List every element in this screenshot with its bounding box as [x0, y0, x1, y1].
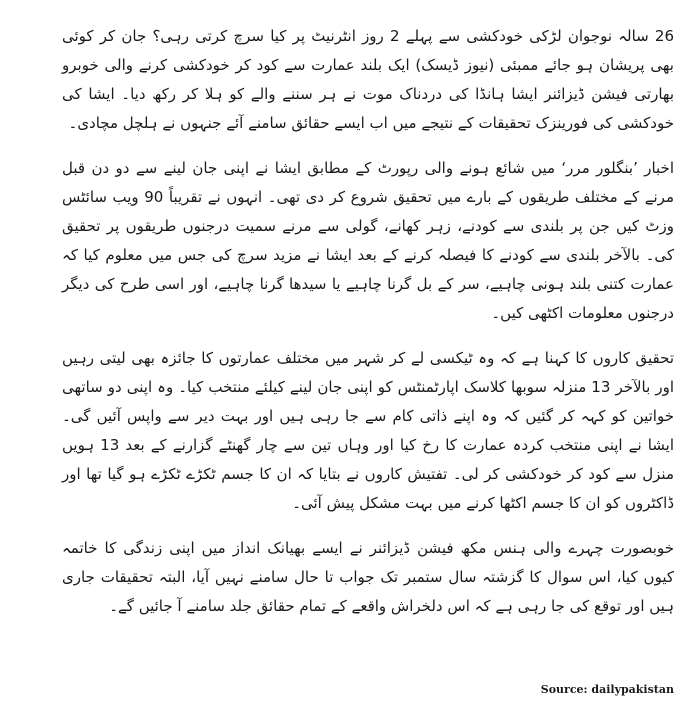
paragraph-investigation: تحقیق کاروں کا کہنا ہے کہ وہ ٹیکسی لے کر شہر میں مختلف عمارتوں کا جائزہ بھی لیتی رہیں اور بالآخر 13 منزلہ سوبھا کلاسک اپارٹمنٹس کو اپنی جان لینے کیلئے منتخب کیا۔ وہ اپنی دو ساتھی خواتین کو کہہ کر گئیں کہ وہ اپنے ذاتی کام سے جا رہی ہیں اور بہت دیر سے واپس آئیں گی۔ ایشا نے اپنی منتخب کردہ عمارت کا رخ کیا اور وہاں تین سے چار گھنٹے گزارنے کے بعد 13 ہویں منزل سے کود کر خودکشی کر لی۔ تفتیش کاروں نے بتایا کہ ان کا جسم ٹکڑے ٹکڑے ہو گیا تھا اور ڈاکٹروں کو ان کا جسم اکٹھا کرنے میں بہت مشکل پیش آئی۔ [62, 349, 674, 512]
paragraph-conclusion: خوبصورت چہرے والی ہنس مکھ فیشن ڈیزائنر نے ایسے بھیانک انداز میں اپنی زندگی کا خاتمہ کیوں کیا، اس سوال کا گزشتہ سال ستمبر تک جواب تا حال سامنے نہیں آیا، البتہ تحقیقات جاری ہیں اور توقع کی جا رہی ہے کہ اس دلخراش واقعے کے تمام حقائق جلد سامنے آ جائیں گے۔ [62, 539, 674, 615]
paragraph-headline-intro: 26 سالہ نوجوان لڑکی خودکشی سے پہلے 2 روز انٹرنیٹ پر کیا سرچ کرتی رہی؟ جان کر کوئی بھی پریشان ہو جائے ممبئی (نیوز ڈیسک) ایک بلند عمارت سے کود کر خودکشی کرنے والی خوبرو بھارتی فیشن ڈیزائنر ایشا ہانڈا کی دردناک موت نے ہر سننے والے کو ہلا کر رکھ دیا۔ ایشا کی خودکشی کی فورینزک تحقیقات کے نتیجے میں اب ایسے حقائق سامنے آئے جنہوں نے ہلچل مچادی۔ [62, 27, 675, 132]
paragraph-research-methods: اخبار ’بنگلور مرر‘ میں شائع ہونے والی رپورٹ کے مطابق ایشا نے اپنی جان لینے سے دو دن قبل مرنے کے مختلف طریقوں کے بارے میں تحقیق شروع کر دی تھی۔ انہوں نے تقریباً 90 ویب سائٹس وزٹ کیں جن پر بلندی سے کودنے، زہر کھانے، گولی سے مرنے سمیت درجنوں طریقوں پر تحقیق کی۔ بالآخر بلندی سے کودنے کا فیصلہ کرنے کے بعد ایشا نے مزید سرچ کی جس میں معلوم کیا کہ عمارت کتنی بلند ہونی چاہیے، سر کے بل گرنا چاہیے یا سیدھا گرنا چاہیے، اور اسی طرح کی دیگر درجنوں معلومات اکٹھی کیں۔ [62, 159, 674, 322]
article-body [62, 22, 674, 637]
source-credit: Source: dailypakistan [540, 683, 674, 696]
